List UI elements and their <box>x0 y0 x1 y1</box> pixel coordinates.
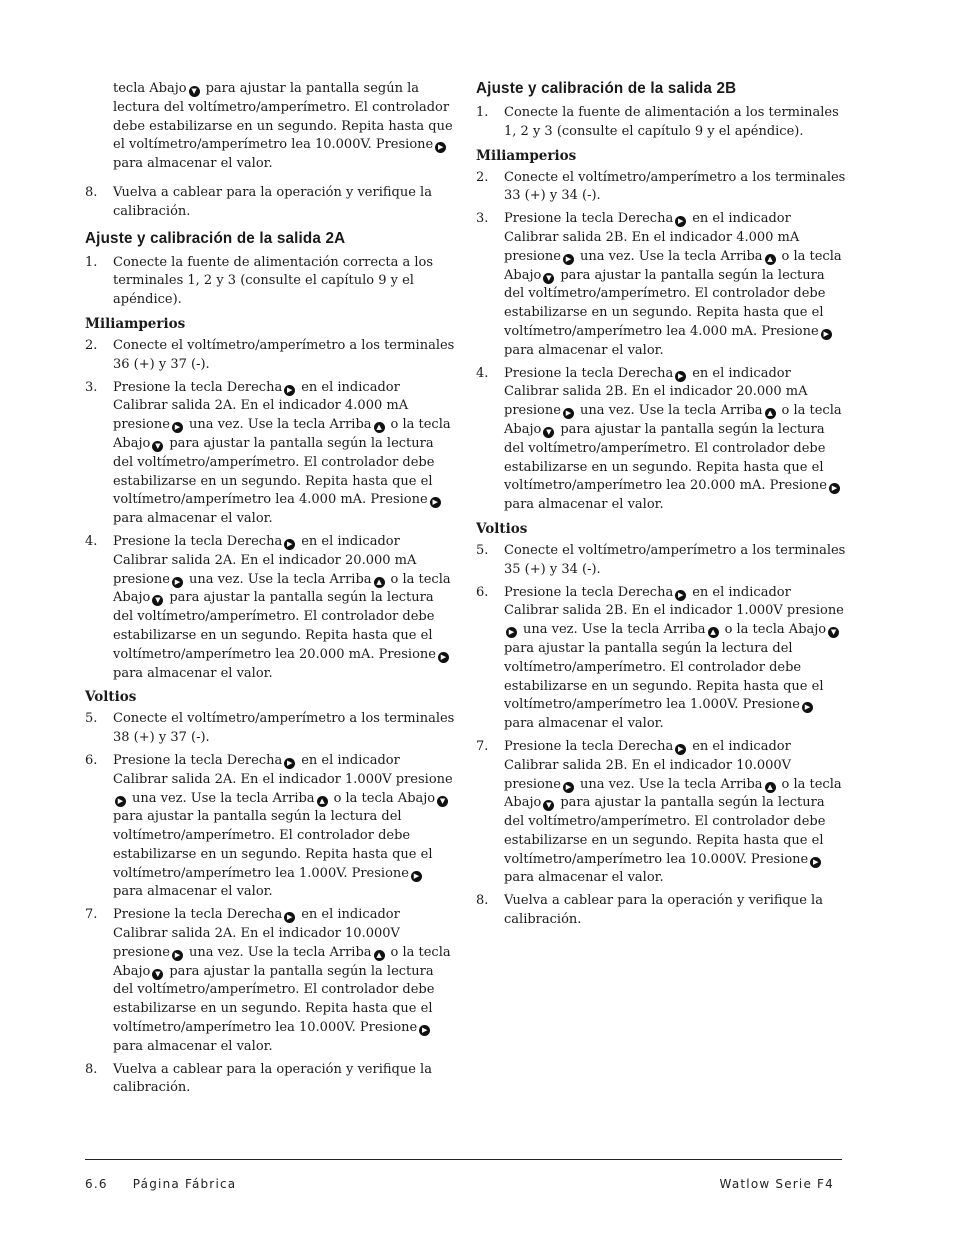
right-key-icon: ▶ <box>563 782 574 793</box>
right-key-icon: ▶ <box>675 216 686 227</box>
step-5: 5. Conecte el voltímetro/amperímetro a los terminales 35 (+) y 34 (-). <box>476 542 846 577</box>
footer-page-info <box>85 1177 236 1191</box>
down-key-icon: ▼ <box>437 796 448 807</box>
down-key-icon: ▼ <box>152 595 163 606</box>
up-key-icon: ▲ <box>765 782 776 793</box>
up-key-icon: ▲ <box>374 950 385 961</box>
right-key-icon: ▶ <box>172 422 183 433</box>
right-key-icon: ▶ <box>675 371 686 382</box>
up-key-icon: ▲ <box>317 796 328 807</box>
right-key-icon: ▶ <box>675 590 686 601</box>
right-key-icon: ▶ <box>115 796 126 807</box>
footer-divider <box>85 1159 842 1160</box>
subheading-voltios: Voltios <box>85 689 137 706</box>
step-1: 1. Conecte la fuente de alimentación a los terminales 1, 2 y 3 (consulte el capítulo 9 y el apéndice). <box>476 105 839 139</box>
step-6: 6. Presione la tecla Derecha ▶ en el indicador Calibrar salida 2A. En el indicador 1.000V presione▶ una vez. Use la tecla Arriba ▲ o la tecla Abajo ▼para ajustar la pantalla según la lectura del voltímetro/amperímetro. El controlador debe estabilizarse en un segundo. Repita hasta que el voltímetro/amperímetro lea 1.000V. Presione ▶para almacenar el valor. <box>85 752 453 900</box>
section-heading-2a: Ajuste y calibración de la salida 2A <box>85 229 346 247</box>
right-key-icon: ▶ <box>810 857 821 868</box>
step-3: 3. Presione la tecla Derecha ▶ en el indicador Calibrar salida 2B. En el indicador 4.000 mA presione ▶ una vez. Use la tecla Arriba ▲ o la tecla Abajo ▼ para ajustar la pantalla según la lectura del voltímetro/amperímetro. El controlador debe estabilizarse en un segundo. Repita hasta que el voltímetro/amperímetro lea 4.000 mA. Presione ▶para almacenar el valor. <box>476 211 842 358</box>
right-column <box>476 80 846 934</box>
step-2: 2. Conecte el voltímetro/amperímetro a los terminales 36 (+) y 37 (-). <box>85 337 455 372</box>
step-4: 4. Presione la tecla Derecha ▶ en el indicador Calibrar salida 2B. En el indicador 20.000 mA presione ▶ una vez. Use la tecla Arriba ▲ o la tecla Abajo ▼ para ajustar la pantalla según la lectura del voltímetro/amperímetro. El controlador debe estabilizarse en un segundo. Repita hasta que el voltímetro/amperímetro lea 20.000 mA. Presione ▶para almacenar el valor. <box>476 365 842 513</box>
step-3: 3. Presione la tecla Derecha ▶ en el indicador Calibrar salida 2A. En el indicador 4.000 mA presione ▶ una vez. Use la tecla Arriba ▲ o la tecla Abajo ▼ para ajustar la pantalla según la lectura del voltímetro/amperímetro. El controlador debe estabilizarse en un segundo. Repita hasta que el voltímetro/amperímetro lea 4.000 mA. Presione ▶para almacenar el valor. <box>85 379 451 527</box>
step-7: 7. Presione la tecla Derecha ▶ en el indicador Calibrar salida 2A. En el indicador 10.000V presione ▶ una vez. Use la tecla Arriba ▲ o la tecla Abajo ▼ para ajustar la pantalla según la lectura del voltímetro/amperímetro. El controlador debe estabilizarse en un segundo. Repita hasta que el voltímetro/amperímetro lea 10.000V. Presione ▶para almacenar el valor. <box>85 907 451 1054</box>
subheading-miliamperios: Miliamperios <box>476 147 577 164</box>
right-key-icon: ▶ <box>284 385 295 396</box>
step-2: 2. Conecte el voltímetro/amperímetro a los terminales 33 (+) y 34 (-). <box>476 169 846 204</box>
right-key-icon: ▶ <box>675 744 686 755</box>
right-key-icon: ▶ <box>284 912 295 923</box>
section-name: Página Fábrica <box>132 1177 237 1191</box>
right-key-icon: ▶ <box>172 577 183 588</box>
down-key-icon: ▼ <box>543 273 554 284</box>
step-4: 4. Presione la tecla Derecha ▶ en el indicador Calibrar salida 2A. En el indicador 20.000 mA presione ▶ una vez. Use la tecla Arriba ▲ o la tecla Abajo ▼ para ajustar la pantalla según la lectura del voltímetro/amperímetro. El controlador debe estabilizarse en un segundo. Repita hasta que el voltímetro/amperímetro lea 20.000 mA. Presione ▶para almacenar el valor. <box>85 533 451 681</box>
step-7: 7. Presione la tecla Derecha ▶ en el indicador Calibrar salida 2B. En el indicador 10.000V presione ▶ una vez. Use la tecla Arriba ▲ o la tecla Abajo ▼ para ajustar la pantalla según la lectura del voltímetro/amperímetro. El controlador debe estabilizarse en un segundo. Repita hasta que el voltímetro/amperímetro lea 10.000V. Presione ▶para almacenar el valor. <box>476 738 842 886</box>
down-key-icon: ▼ <box>189 86 200 97</box>
step-8: 8. Vuelva a cablear para la operación y verifique la calibración. <box>476 893 823 928</box>
right-key-icon: ▶ <box>284 758 295 769</box>
step-5: 5. Conecte el voltímetro/amperímetro a los terminales 38 (+) y 37 (-). <box>85 711 455 746</box>
right-key-icon: ▶ <box>563 408 574 419</box>
right-key-icon: ▶ <box>821 329 832 340</box>
right-key-icon: ▶ <box>802 702 813 713</box>
subheading-voltios: Voltios <box>476 520 528 537</box>
right-key-icon: ▶ <box>435 142 446 153</box>
page-number: 6.6 <box>85 1177 108 1191</box>
right-key-icon: ▶ <box>430 497 441 508</box>
down-key-icon: ▼ <box>543 427 554 438</box>
step-8-final: 8. Vuelva a cablear para la operación y verifique la calibración. <box>85 1061 432 1096</box>
up-key-icon: ▲ <box>374 577 385 588</box>
step-6: 6. Presione la tecla Derecha ▶ en el indicador Calibrar salida 2B. En el indicador 1.000V presione▶ una vez. Use la tecla Arriba ▲ o la tecla Abajo ▼para ajustar la pantalla según la lectura del voltímetro/amperímetro. El controlador debe estabilizarse en un segundo. Repita hasta que el voltímetro/amperímetro lea 1.000V. Presione ▶para almacenar el valor. <box>476 584 844 732</box>
right-key-icon: ▶ <box>284 539 295 550</box>
continued-step-7: tecla Abajo ▼ para ajustar la pantalla según la lectura del voltímetro/amperímetro. El controlador debe estabilizarse en un segundo. Repita hasta que el voltímetro/amperímetro lea 10.000V. Presione ▶para almacenar el valor. <box>113 81 453 172</box>
down-key-icon: ▼ <box>152 441 163 452</box>
right-key-icon: ▶ <box>563 254 574 265</box>
up-key-icon: ▲ <box>374 422 385 433</box>
right-key-icon: ▶ <box>829 483 840 494</box>
up-key-icon: ▲ <box>765 254 776 265</box>
right-key-icon: ▶ <box>438 652 449 663</box>
left-column <box>85 80 455 1102</box>
right-key-icon: ▶ <box>411 871 422 882</box>
up-key-icon: ▲ <box>708 627 719 638</box>
right-key-icon: ▶ <box>419 1025 430 1036</box>
right-key-icon: ▶ <box>506 627 517 638</box>
subheading-miliamperios: Miliamperios <box>85 315 186 332</box>
step-1: 1. Conecte la fuente de alimentación correcta a los terminales 1, 2 y 3 (consulte el capítulo 9 y el apéndice). <box>85 254 434 308</box>
down-key-icon: ▼ <box>152 969 163 980</box>
section-heading-2b: Ajuste y calibración de la salida 2B <box>476 80 737 97</box>
down-key-icon: ▼ <box>828 627 839 638</box>
step-8: 8. Vuelva a cablear para la operación y verifique la calibración. <box>85 184 432 219</box>
footer-product: Watlow Serie F4 <box>719 1177 834 1191</box>
down-key-icon: ▼ <box>543 800 554 811</box>
right-key-icon: ▶ <box>172 950 183 961</box>
up-key-icon: ▲ <box>765 408 776 419</box>
